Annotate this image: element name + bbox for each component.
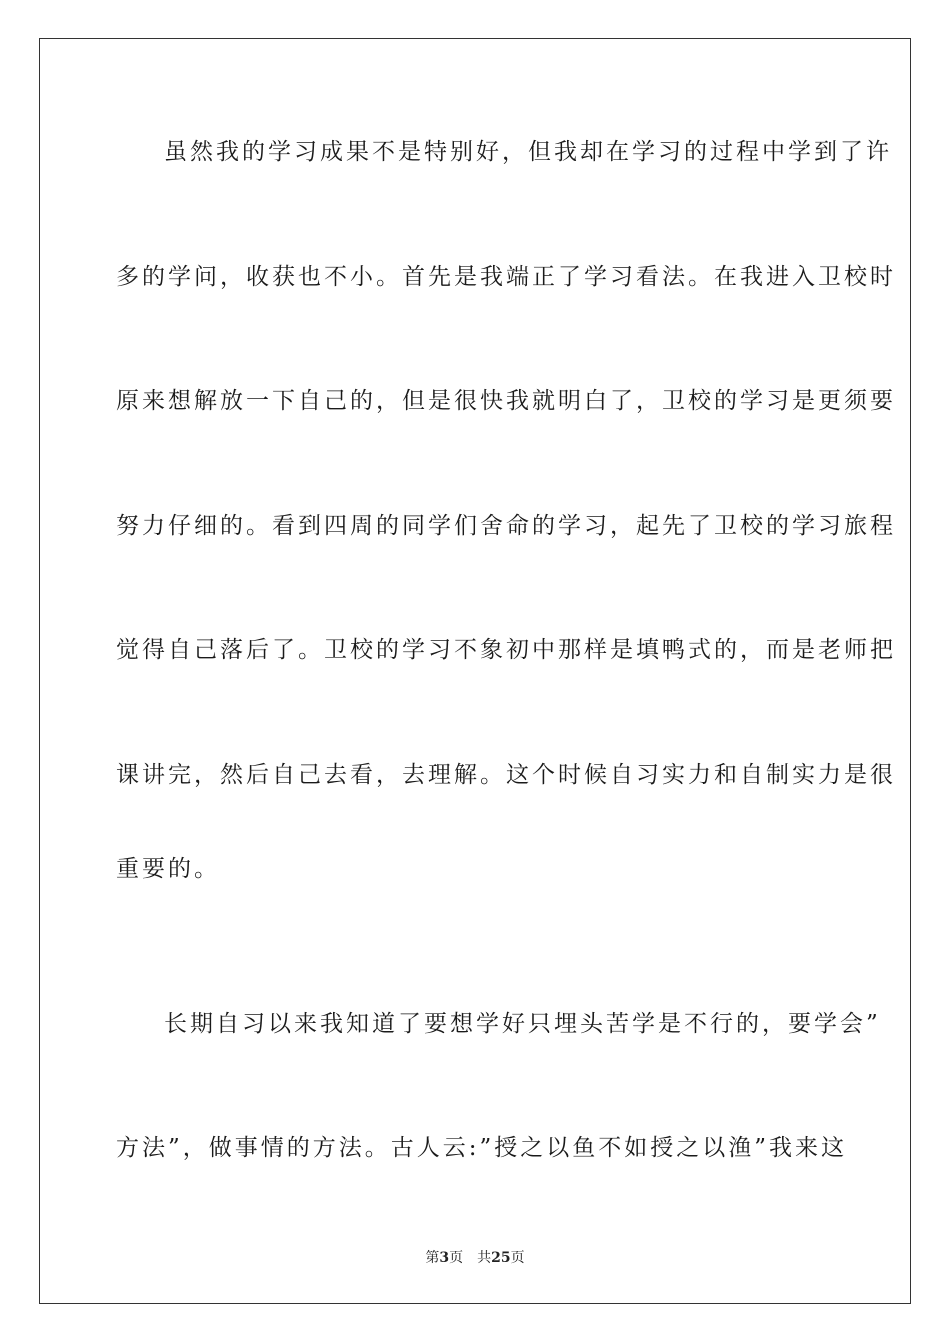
- paragraph-1-line-2: 多的学问，收获也不小。首先是我端正了学习看法。在我进入卫校时: [116, 264, 896, 290]
- paragraph-2-line-2: 方法”，做事情的方法。古人云:”授之以鱼不如授之以渔”我来这: [116, 1135, 848, 1161]
- paragraph-1-line-6: 课讲完，然后自己去看，去理解。这个时候自习实力和自制实力是很: [116, 762, 896, 788]
- footer-page-suffix: 页: [449, 1250, 464, 1266]
- paragraph-1-line-7: 重要的。: [116, 856, 220, 882]
- footer-total-suffix: 页: [510, 1250, 525, 1266]
- page-frame: [39, 38, 911, 1304]
- paragraph-1-line-5: 觉得自己落后了。卫校的学习不象初中那样是填鸭式的，而是老师把: [116, 637, 896, 663]
- footer-total-prefix: 共: [477, 1250, 492, 1266]
- paragraph-1-line-3: 原来想解放一下自己的，但是很快我就明白了，卫校的学习是更须要: [116, 388, 896, 414]
- footer-prefix: 第: [425, 1250, 440, 1266]
- page-footer: [0, 1248, 950, 1268]
- paragraph-2-line-1: 长期自习以来我知道了要想学好只埋头苦学是不行的，要学会”: [164, 1011, 881, 1037]
- footer-total-pages: 25: [491, 1250, 511, 1266]
- footer-current-page: 3: [439, 1250, 450, 1266]
- paragraph-1-line-4: 努力仔细的。看到四周的同学们舍命的学习，起先了卫校的学习旅程: [116, 513, 896, 539]
- paragraph-1-line-1: 虽然我的学习成果不是特别好，但我却在学习的过程中学到了许: [164, 139, 892, 165]
